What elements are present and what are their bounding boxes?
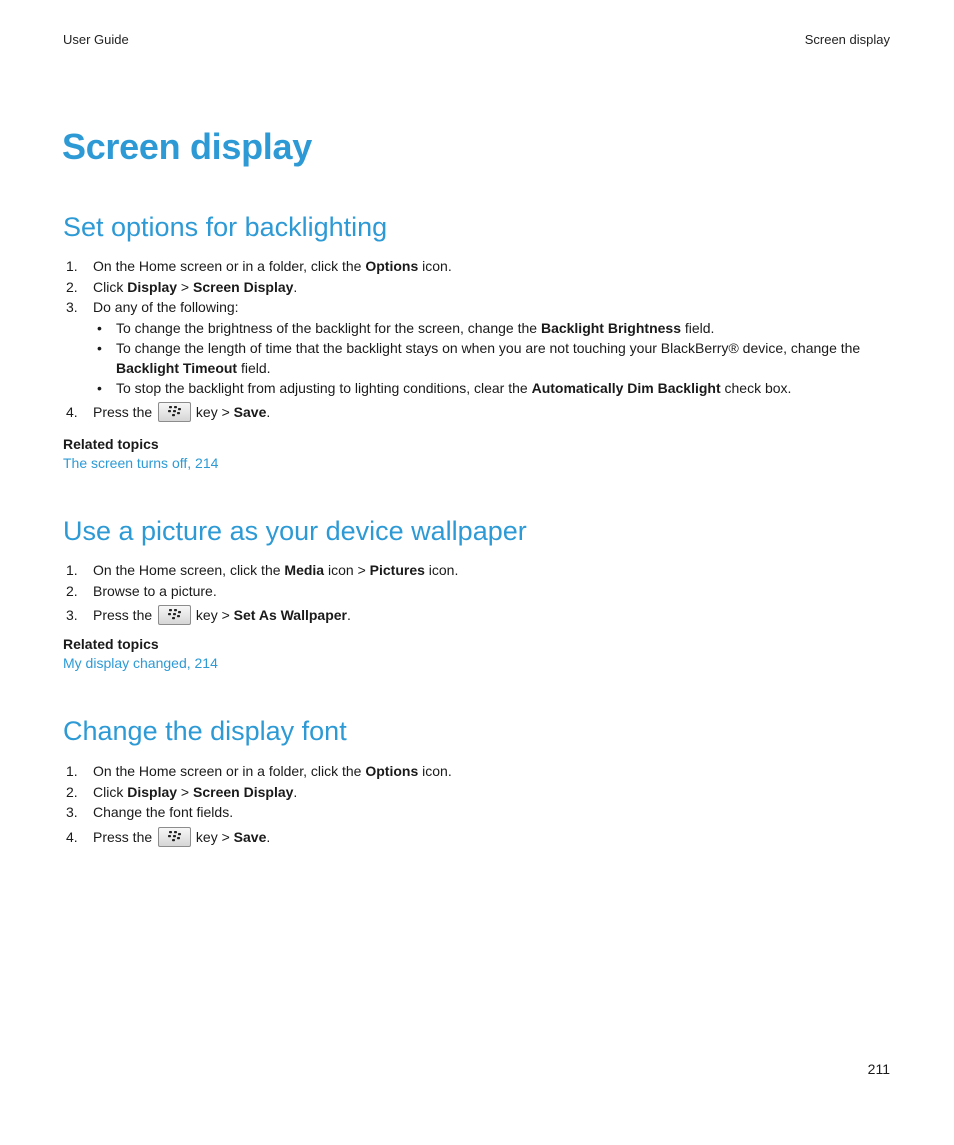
bullet-icon: • xyxy=(97,320,102,337)
bullet-text: To change the length of time that the backlight stays on when you are not touching your BlackBerry® device, change the xyxy=(116,340,861,357)
related-topics-title: Related topics xyxy=(63,636,159,652)
bullet-text: field. xyxy=(680,320,715,337)
step-text: . xyxy=(293,278,298,295)
step xyxy=(63,297,896,398)
step-number: 1. xyxy=(66,562,78,578)
step-text: key > xyxy=(192,829,234,846)
ui-term: Screen Display xyxy=(193,783,294,800)
font-steps xyxy=(63,761,452,849)
ui-term: Backlight Timeout xyxy=(116,360,238,377)
step-text: . xyxy=(293,783,298,800)
step-number: 2. xyxy=(66,582,78,599)
heading-wallpaper: Use a picture as your device wallpaper xyxy=(63,516,527,546)
step-text: On the Home screen, click the xyxy=(93,562,285,578)
ui-term: Options xyxy=(365,258,419,274)
step xyxy=(63,581,458,602)
ui-term: Save xyxy=(233,829,267,846)
step-number: 3. xyxy=(66,804,78,821)
step-number: 1. xyxy=(66,763,78,779)
ui-term: Screen Display xyxy=(193,278,294,295)
bullet-text: field. xyxy=(237,360,271,377)
ui-term: Save xyxy=(233,404,267,421)
step-number: 3. xyxy=(66,299,78,316)
step xyxy=(63,802,452,823)
running-header-left: User Guide xyxy=(63,32,129,47)
page-title: Screen display xyxy=(62,126,312,167)
step-text: icon. xyxy=(424,562,459,578)
list-item xyxy=(93,378,896,398)
page-number: 211 xyxy=(867,1061,890,1077)
ui-term: Automatically Dim Backlight xyxy=(531,380,721,397)
ui-term: Backlight Brightness xyxy=(540,320,681,337)
list-item xyxy=(93,318,896,338)
list-item xyxy=(93,338,896,378)
step-text: > xyxy=(177,278,194,295)
step-text: On the Home screen or in a folder, click the xyxy=(93,763,366,779)
step-text: Change the font fields. xyxy=(93,804,234,821)
step xyxy=(63,825,452,849)
option-bullets xyxy=(93,318,896,398)
step xyxy=(63,761,452,782)
bullet-icon: • xyxy=(97,340,102,357)
heading-backlighting: Set options for backlighting xyxy=(63,212,388,242)
step-text: . xyxy=(266,829,271,846)
bullet-text: check box. xyxy=(720,380,792,397)
wallpaper-steps xyxy=(63,560,458,627)
step xyxy=(63,400,896,424)
bullet-icon: • xyxy=(97,380,102,397)
running-header-right: Screen display xyxy=(804,32,890,47)
step xyxy=(63,560,458,581)
ui-term: Options xyxy=(365,763,419,779)
ui-term: Set As Wallpaper xyxy=(233,607,347,624)
related-topic-link[interactable]: The screen turns off, 214 xyxy=(63,455,219,471)
step-text: On the Home screen or in a folder, click the xyxy=(93,258,366,274)
step xyxy=(63,256,896,277)
step xyxy=(63,603,458,627)
step-number: 2. xyxy=(66,783,78,800)
step-number: 1. xyxy=(66,258,78,274)
step-number: 4. xyxy=(66,829,78,846)
blackberry-menu-key-icon xyxy=(158,827,191,847)
step-number: 4. xyxy=(66,404,78,421)
bullet-text: To stop the backlight from adjusting to lighting conditions, clear the xyxy=(116,380,532,397)
step-text: Browse to a picture. xyxy=(93,582,217,599)
step-text: key > xyxy=(192,607,234,624)
bullet-text: To change the brightness of the backlight for the screen, change the xyxy=(116,320,541,337)
step xyxy=(63,277,896,298)
step-text: key > xyxy=(192,404,234,421)
backlight-steps xyxy=(63,256,896,424)
step-text: Press the xyxy=(93,404,157,421)
step-text: Press the xyxy=(93,607,157,624)
step-text: Do any of the following: xyxy=(93,299,239,316)
heading-display-font: Change the display font xyxy=(63,716,347,746)
related-topic-link[interactable]: My display changed, 214 xyxy=(63,655,218,671)
step-number: 3. xyxy=(66,607,78,624)
step-number: 2. xyxy=(66,278,78,295)
step-text: . xyxy=(347,607,351,624)
step-text: icon. xyxy=(418,258,452,274)
step xyxy=(63,782,452,803)
step-text: Click xyxy=(93,278,128,295)
step-text: Press the xyxy=(93,829,157,846)
ui-term: Media xyxy=(284,562,325,578)
blackberry-menu-key-icon xyxy=(158,605,191,625)
ui-term: Display xyxy=(127,783,178,800)
step-text: icon. xyxy=(418,763,452,779)
blackberry-menu-key-icon xyxy=(158,402,191,422)
step-text: . xyxy=(266,404,271,421)
step-text: Click xyxy=(93,783,128,800)
ui-term: Pictures xyxy=(369,562,425,578)
step-text: icon > xyxy=(324,562,370,578)
ui-term: Display xyxy=(127,278,178,295)
related-topics-title: Related topics xyxy=(63,436,159,452)
step-text: > xyxy=(177,783,194,800)
